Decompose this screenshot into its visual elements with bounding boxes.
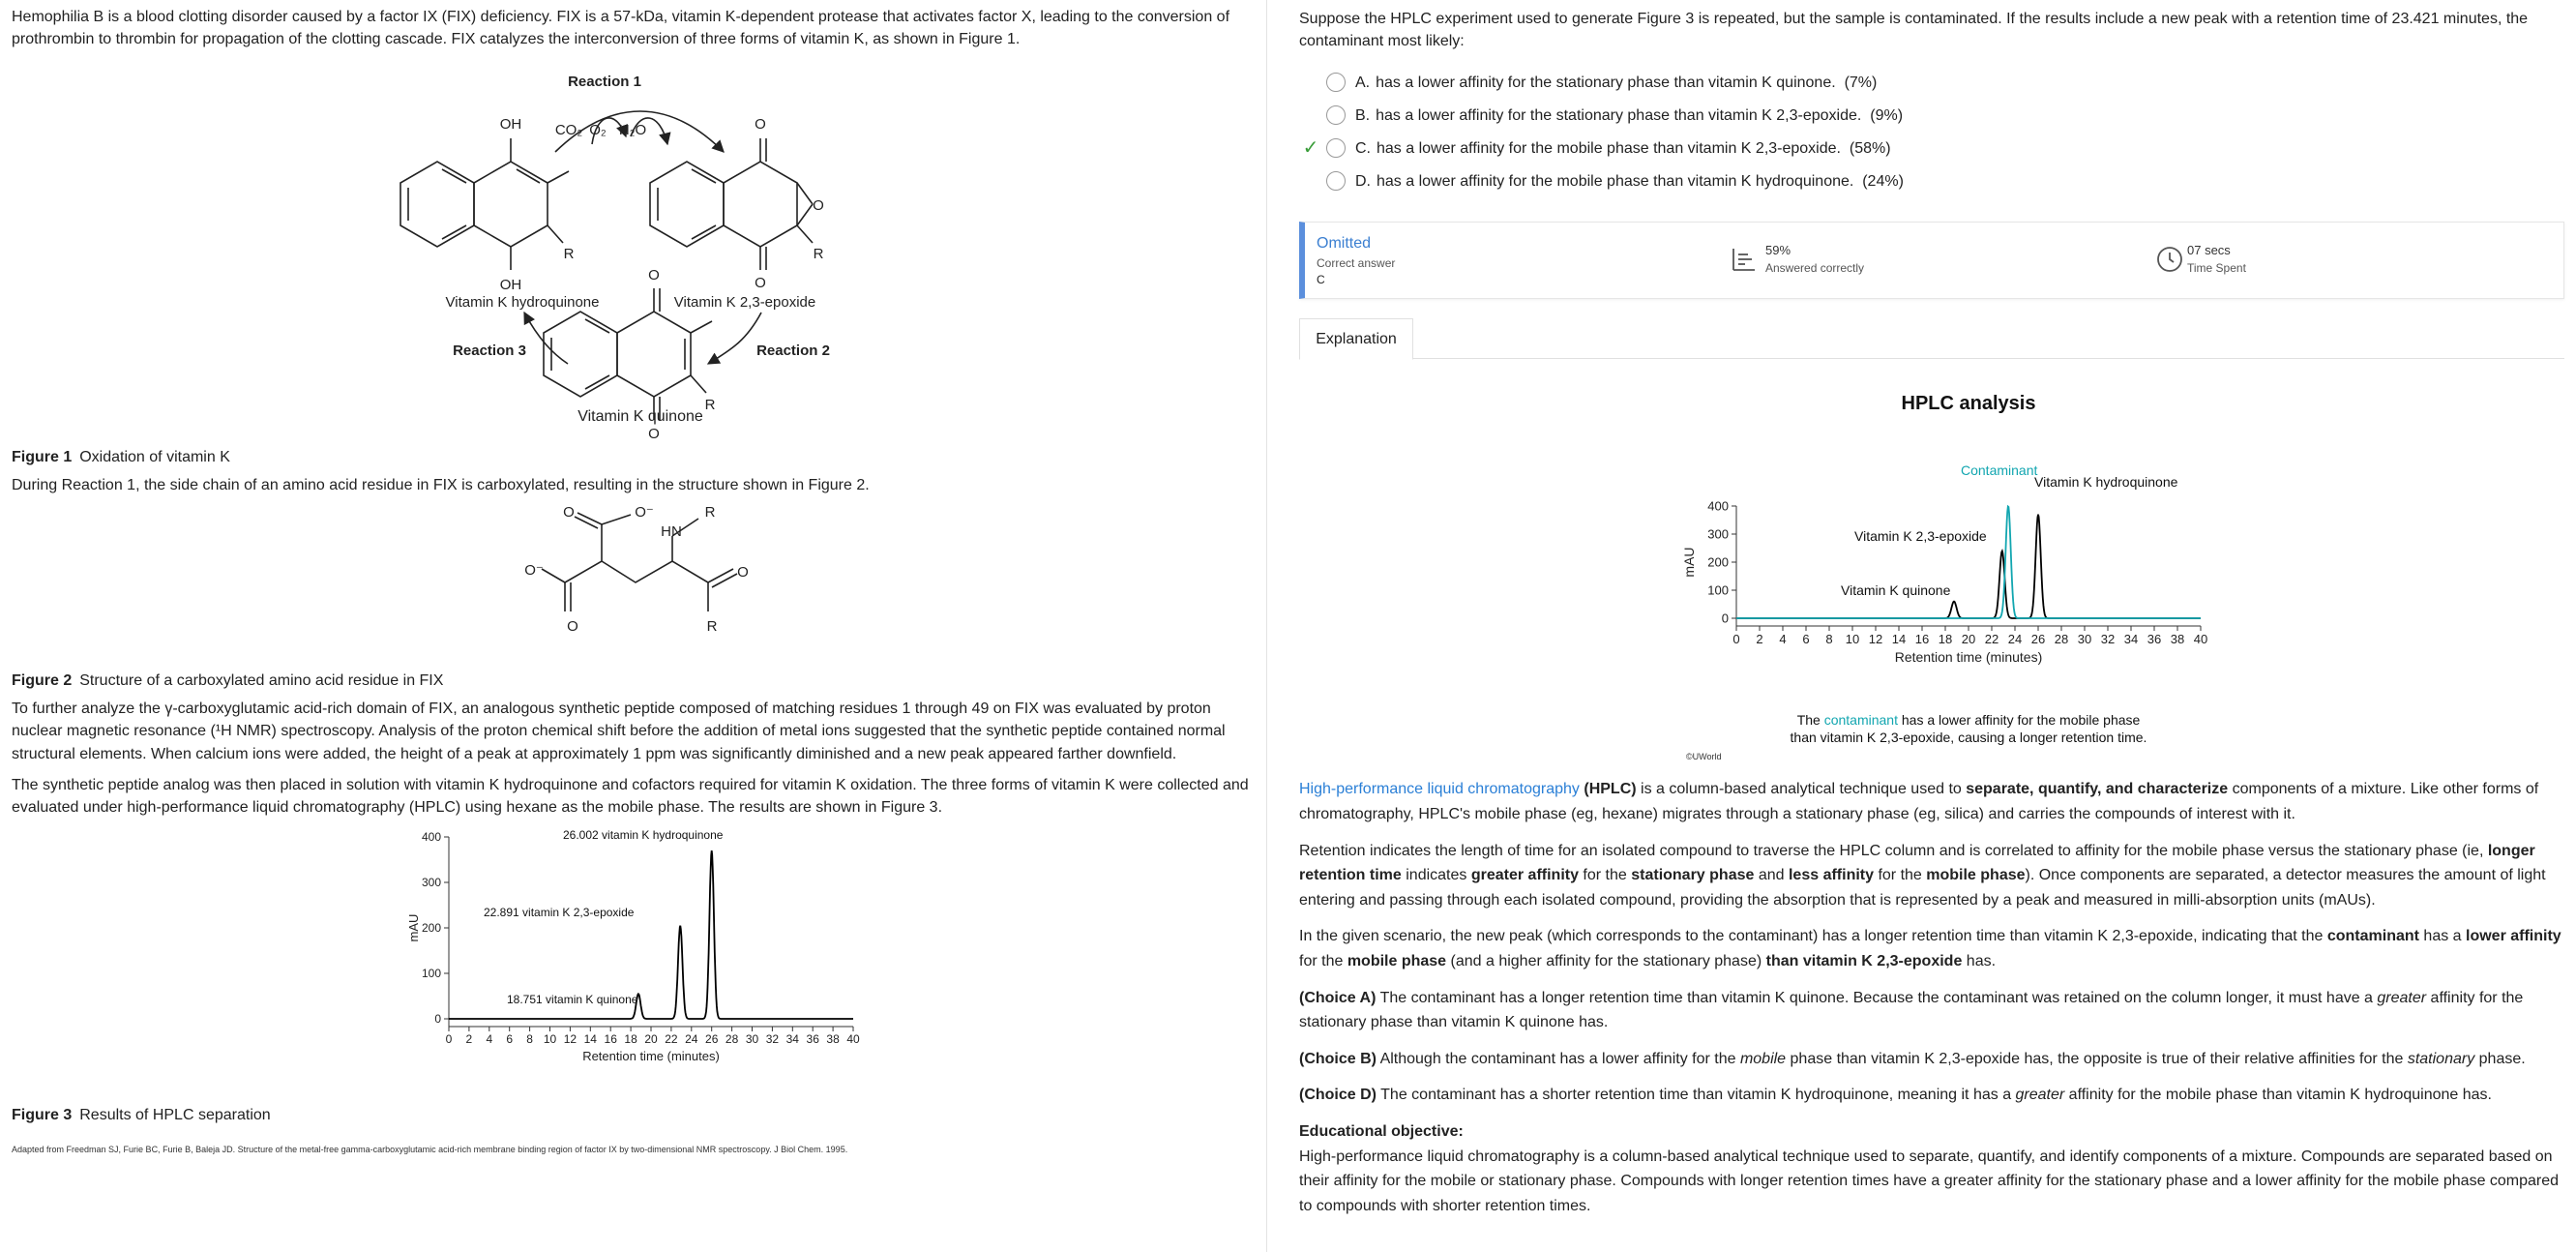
- y-tick-label: 200: [421, 921, 441, 936]
- clock-icon: [2156, 246, 2183, 273]
- choice-b[interactable]: B. has a lower affinity for the stationary phase than vitamin K 2,3-epoxide. (9%): [1299, 99, 2564, 132]
- chart-caption-line-2: than vitamin K 2,3-epoxide, causing a longer retention time.: [1790, 730, 2147, 746]
- copyright-label: ©UWorld: [1686, 752, 1722, 762]
- x-tick-label: 12: [1868, 632, 1883, 647]
- y-tick-label: 200: [1707, 554, 1729, 570]
- x-tick-label: 24: [685, 1032, 698, 1047]
- x-tick-label: 32: [2100, 632, 2116, 647]
- x-tick-label: 34: [2123, 632, 2139, 647]
- explanation-body: [1299, 777, 2564, 1218]
- svg-text:O: O: [755, 116, 766, 134]
- x-tick-label: 14: [1891, 632, 1907, 647]
- x-tick-label: 18: [1938, 632, 1953, 647]
- x-tick-label: 40: [2193, 632, 2208, 647]
- choice-c[interactable]: ✓ C. has a lower affinity for the mobile phase than vitamin K 2,3-epoxide. (58%): [1299, 132, 2564, 164]
- reaction-3-arrow: [524, 313, 568, 364]
- time-spent-stat: 07 secs Time Spent: [2156, 242, 2246, 277]
- svg-text:O: O: [755, 275, 766, 292]
- x-axis-label: Retention time (minutes): [582, 1049, 720, 1064]
- hydroquinone-structure: [400, 138, 569, 270]
- y-tick-label: 400: [421, 830, 441, 845]
- correct-answer-value: C: [1317, 272, 1325, 286]
- reaction-1-label: Reaction 1: [568, 74, 641, 91]
- x-tick-label: 36: [806, 1032, 819, 1047]
- explanation-paragraph-3: In the given scenario, the new peak (which corresponds to the contaminant) has a longer retention time than vitamin K 2,3-epoxide, indicating that the contaminant has a lower affinity for the mobile phase (and a higher affinity for the stationary phase) than vitamin K 2,3-epoxide has.: [1299, 928, 2561, 969]
- percent-correct-stat: 59% Answered correctly: [1731, 242, 1864, 277]
- svg-text:O: O: [813, 197, 824, 215]
- x-tick-label: 8: [1825, 632, 1833, 647]
- svg-text:CO₂: CO₂: [554, 122, 583, 139]
- x-axis-label: Retention time (minutes): [1894, 649, 2043, 666]
- explanation-paragraph-1: High-performance liquid chromatography (HPLC) is a column-based analytical technique used to separate, quantify, and characterize components of a mixture. Like other forms of chromatography, HPLC's mobile phase (eg, hexane) migrates through a stationary phase (eg, silica) and carries the compounds of interest with it.: [1299, 781, 2539, 822]
- peak-label: Vitamin K hydroquinone: [2034, 474, 2178, 491]
- choice-b-radio[interactable]: [1326, 105, 1346, 125]
- correct-check-icon: ✓: [1302, 136, 1319, 159]
- choice-d-radio[interactable]: [1326, 171, 1346, 191]
- x-tick-label: 10: [1845, 632, 1860, 647]
- svg-text:R: R: [704, 397, 716, 414]
- x-tick-label: 16: [604, 1032, 617, 1047]
- x-tick-label: 20: [1961, 632, 1976, 647]
- svg-text:OH: OH: [499, 277, 522, 294]
- figure-2-diagram: [12, 505, 979, 660]
- x-tick-label: 38: [2170, 632, 2185, 647]
- answer-choices: [1299, 66, 2564, 197]
- x-tick-label: 6: [1802, 632, 1810, 647]
- x-tick-label: 30: [745, 1032, 759, 1047]
- svg-text:O⁻: O⁻: [524, 561, 544, 579]
- svg-text:O₂: O₂: [589, 122, 607, 139]
- peak-label: Vitamin K quinone: [1841, 582, 1951, 599]
- y-tick-label: 0: [434, 1012, 441, 1027]
- choice-d[interactable]: D. has a lower affinity for the mobile phase than vitamin K hydroquinone. (24%): [1299, 164, 2564, 197]
- explanation-paragraph-2: Retention indicates the length of time for an isolated compound to traverse the HPLC column and is correlated to affinity for the mobile phase versus the stationary phase (ie, longer retention time indicates greater affinity for the stationary phase and less affinity for the mobile phase). Once components are separated, a detector measures the amount of light entering and passing through each isolated compound, providing the absorption that is represented by a peak and measured in milli-absorption units (mAUs).: [1299, 842, 2546, 909]
- svg-text:HN: HN: [661, 522, 682, 540]
- choice-c-text: has a lower affinity for the mobile phase than vitamin K 2,3-epoxide.: [1377, 139, 1841, 157]
- choice-c-pct: (58%): [1849, 139, 1891, 157]
- peak-label: 18.751 vitamin K quinone: [507, 993, 638, 1007]
- choice-d-explanation: (Choice D) The contaminant has a shorter retention time than vitamin K hydroquinone, meaning it has a greater affinity for the mobile phase than vitamin K hydroquinone has.: [1299, 1087, 2492, 1104]
- epoxide-label: Vitamin K 2,3-epoxide: [673, 294, 816, 312]
- x-tick-label: 10: [543, 1032, 557, 1047]
- hplc-analysis-chart: [1299, 359, 2557, 777]
- bar-chart-icon: [1731, 246, 1758, 273]
- svg-text:O: O: [648, 426, 660, 443]
- x-tick-label: 0: [1732, 632, 1740, 647]
- x-tick-label: 30: [2077, 632, 2092, 647]
- figure-3-caption: Figure 3 Results of HPLC separation: [12, 1107, 271, 1124]
- chart-caption-line-1: The contaminant has a lower affinity for the mobile phase: [1796, 712, 2141, 729]
- x-tick-label: 40: [846, 1032, 860, 1047]
- passage-paragraph-2: During Reaction 1, the side chain of an amino acid residue in FIX is carboxylated, resulting in the structure shown in Figure 2.: [12, 476, 870, 493]
- x-tick-label: 32: [765, 1032, 780, 1047]
- figure-3-chart: [12, 827, 882, 1088]
- y-axis-label: mAU: [1681, 547, 1697, 578]
- hplc-link[interactable]: High-performance liquid chromatography: [1299, 781, 1580, 798]
- question-stem: Suppose the HPLC experiment used to generate Figure 3 is repeated, but the sample is contaminated. If the results include a new peak with a retention time of 23.421 minutes, the contaminant most likely:: [1299, 11, 2529, 50]
- educational-objective-text: High-performance liquid chromatography is a column-based analytical technique used to separate, quantify, and identify components of a mixture. Compounds are separated based on their affinity for the mobile or stationary phase. Compounds with longer retention times have a greater affinity for the stationary phase and a lower affinity for the mobile phase compared to compounds with shorter retention times.: [1299, 1148, 2560, 1214]
- choice-d-text: has a lower affinity for the mobile phase than vitamin K hydroquinone.: [1377, 172, 1854, 190]
- x-tick-label: 16: [1914, 632, 1930, 647]
- passage-pane[interactable]: [0, 0, 1267, 1252]
- choice-a-pct: (7%): [1844, 74, 1878, 91]
- passage-paragraph-3: To further analyze the γ-carboxyglutamic acid-rich domain of FIX, an analogous synthetic peptide composed of matching residues 1 through 49 on FIX was evaluated by proton nuclear magnetic resonance (¹H NMR) spectroscopy. Analysis of the proton chemical shift before the addition of metal ions suggested that the synthetic peptide contained normal structural elements. When calcium ions were added, the height of a peak at approximately 1 ppm was significantly diminished and a new peak appeared farther downfield.: [12, 701, 1226, 762]
- x-tick-label: 2: [1756, 632, 1763, 647]
- choice-a-explanation: (Choice A) The contaminant has a longer retention time than vitamin K quinone. Because the contaminant was retained on the column longer, it must have a greater affinity for the stationary phase than vitamin K quinone has.: [1299, 989, 2524, 1031]
- y-tick-label: 100: [1707, 582, 1729, 598]
- result-bar: [1299, 222, 2564, 299]
- hydroquinone-label: Vitamin K hydroquinone: [445, 294, 600, 312]
- y-tick-label: 400: [1707, 498, 1729, 514]
- omitted-status: Omitted: [1317, 235, 1372, 253]
- x-tick-label: 4: [1779, 632, 1787, 647]
- svg-text:O: O: [648, 267, 660, 284]
- svg-text:OH: OH: [499, 116, 522, 134]
- peak-label: 26.002 vitamin K hydroquinone: [563, 828, 724, 843]
- choice-a-text: has a lower affinity for the stationary phase than vitamin K quinone.: [1376, 74, 1836, 91]
- x-tick-label: 4: [486, 1032, 493, 1047]
- choice-c-radio[interactable]: [1326, 138, 1346, 158]
- tab-explanation[interactable]: Explanation: [1299, 318, 1413, 360]
- choice-a-radio[interactable]: [1326, 73, 1346, 92]
- passage-paragraph-1: Hemophilia B is a blood clotting disorder caused by a factor IX (FIX) deficiency. FIX is a 57-kDa, vitamin K-dependent protease that activates factor X, leading to the conversion of prothrombin to thrombin for propagation of the clotting cascade. FIX catalyzes the interconversion of three forms of vitamin K, as shown in Figure 1.: [12, 9, 1230, 48]
- x-tick-label: 2: [465, 1032, 473, 1047]
- svg-text:R: R: [813, 246, 824, 263]
- x-tick-label: 24: [2007, 632, 2023, 647]
- series-line-contaminant: [1736, 507, 2201, 619]
- x-tick-label: 38: [826, 1032, 840, 1047]
- x-tick-label: 18: [624, 1032, 637, 1047]
- y-tick-label: 300: [421, 876, 441, 890]
- question-pane[interactable]: [1287, 0, 2576, 1252]
- svg-text:R: R: [563, 246, 575, 263]
- epoxide-structure: [650, 138, 813, 270]
- svg-text:R: R: [704, 503, 716, 521]
- svg-text:O: O: [567, 617, 578, 635]
- x-tick-label: 20: [644, 1032, 658, 1047]
- choice-b-explanation: (Choice B) Although the contaminant has a lower affinity for the mobile phase than vitamin K 2,3-epoxide has, the opposite is true of their relative affinities for the stationary phase.: [1299, 1050, 2526, 1067]
- x-tick-label: 26: [705, 1032, 719, 1047]
- svg-text:O: O: [737, 563, 749, 581]
- result-status: [1317, 232, 1395, 288]
- x-tick-label: 22: [1984, 632, 1999, 647]
- quinone-label: Vitamin K quinone: [577, 408, 703, 426]
- reaction-2-label: Reaction 2: [756, 343, 830, 360]
- x-tick-label: 0: [445, 1032, 453, 1047]
- figure-1-caption: Figure 1 Oxidation of vitamin K: [12, 448, 230, 465]
- peak-label: Vitamin K 2,3-epoxide: [1854, 528, 1987, 545]
- tab-bar: [1299, 318, 2564, 359]
- svg-text:R: R: [706, 617, 718, 635]
- x-tick-label: 34: [785, 1032, 799, 1047]
- correct-answer-label: Correct answer: [1317, 255, 1396, 270]
- x-tick-label: 28: [725, 1032, 739, 1047]
- x-tick-label: 6: [506, 1032, 514, 1047]
- choice-a[interactable]: A. has a lower affinity for the stationary phase than vitamin K quinone. (7%): [1299, 66, 2564, 99]
- peak-label: 22.891 vitamin K 2,3-epoxide: [484, 906, 635, 920]
- y-tick-label: 100: [421, 967, 441, 981]
- figure-1-diagram: [12, 59, 979, 443]
- reaction-2-arrow: [708, 313, 761, 364]
- x-tick-label: 26: [2030, 632, 2046, 647]
- svg-text:O: O: [563, 503, 575, 521]
- x-tick-label: 22: [665, 1032, 678, 1047]
- chart-title: HPLC analysis: [1901, 393, 2036, 415]
- svg-text:H₂O: H₂O: [618, 122, 647, 139]
- peak-label: Contaminant: [1961, 462, 2038, 479]
- choice-b-pct: (9%): [1870, 106, 1904, 124]
- x-tick-label: 28: [2054, 632, 2069, 647]
- choice-d-pct: (24%): [1862, 172, 1904, 190]
- citation: Adapted from Freedman SJ, Furie BC, Furie B, Baleja JD. Structure of the metal-free gamma-carboxyglutamic acid-rich membrane binding region of factor IX by two-dimensional NMR spectroscopy. J Biol Chem. 1995.: [12, 1145, 848, 1155]
- y-tick-label: 0: [1721, 611, 1729, 626]
- y-tick-label: 300: [1707, 526, 1729, 542]
- x-tick-label: 12: [563, 1032, 577, 1047]
- x-tick-label: 14: [583, 1032, 597, 1047]
- choice-b-text: has a lower affinity for the stationary phase than vitamin K 2,3-epoxide.: [1376, 106, 1862, 124]
- figure-2-caption: Figure 2 Structure of a carboxylated amino acid residue in FIX: [12, 671, 444, 689]
- svg-text:O⁻: O⁻: [635, 503, 654, 521]
- y-axis-label: mAU: [406, 913, 421, 942]
- x-tick-label: 36: [2147, 632, 2162, 647]
- x-tick-label: 8: [526, 1032, 533, 1047]
- passage-paragraph-4: The synthetic peptide analog was then placed in solution with vitamin K hydroquinone and cofactors required for vitamin K oxidation. The three forms of vitamin K were collected and evaluated under high-performance liquid chromatography (HPLC) using hexane as the mobile phase. The results are shown in Figure 3.: [12, 776, 1249, 816]
- educational-objective-title: Educational objective:: [1299, 1122, 1464, 1140]
- reaction-3-label: Reaction 3: [453, 343, 526, 360]
